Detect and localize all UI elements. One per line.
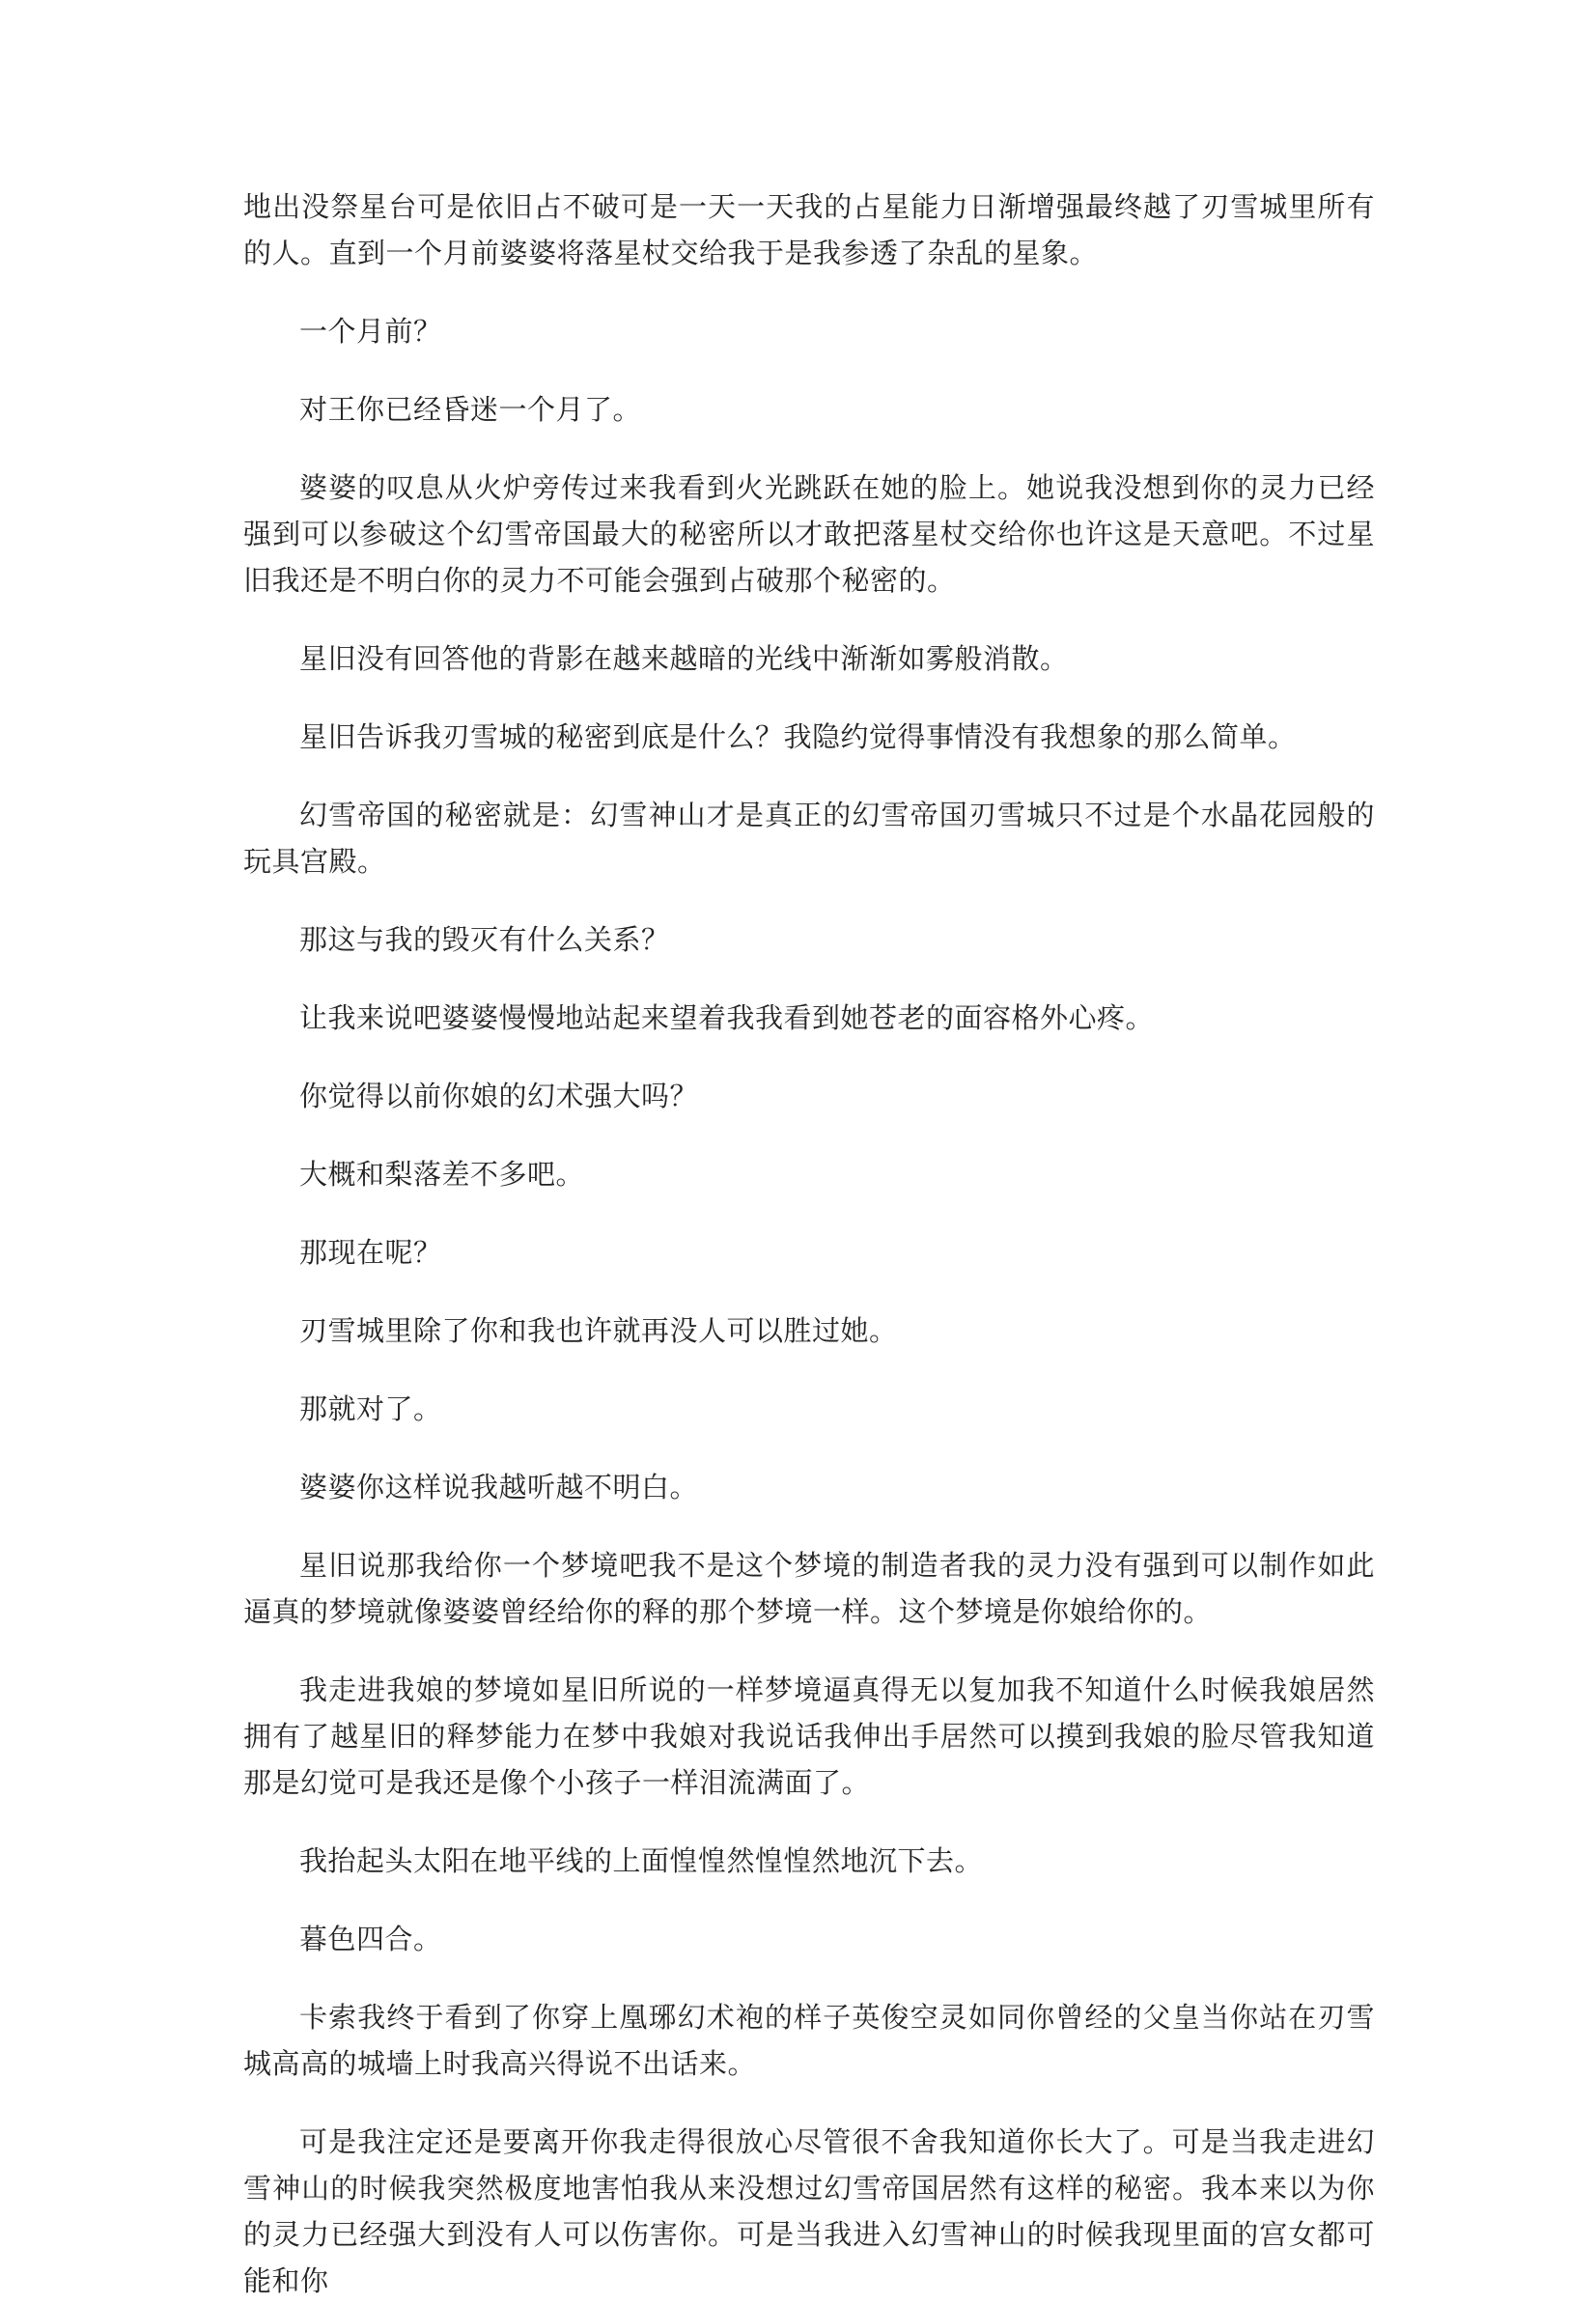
paragraph-6: 星旧告诉我刃雪城的秘密到底是什么？我隐约觉得事情没有我想象的那么简单。 — [299, 720, 1297, 753]
paragraph-5: 星旧没有回答他的背影在越来越暗的光线中渐渐如雾般消散。 — [299, 642, 1069, 675]
paragraph-19: 暮色四合。 — [299, 1923, 442, 1955]
paragraph-3: 对王你已经昏迷一个月了。 — [299, 393, 642, 426]
document-page — [243, 183, 1375, 2304]
paragraph-10: 你觉得以前你娘的幻术强大吗？ — [299, 1080, 699, 1112]
paragraph-17: 我走进我娘的梦境如星旧所说的一样梦境逼真得无以复加我不知道什么时候我娘居然拥有了越星旧的释梦能力在梦中我娘对我说话我伸出手居然可以摸到我娘的脸尽管我知道那是幻觉可是我还是像个小孩子一样泪流满面了。 — [243, 1673, 1375, 1799]
paragraph-21: 可是我注定还是要离开你我走得很放心尽管很不舍我知道你长大了。可是当我走进幻雪神山的时候我突然极度地害怕我从来没想过幻雪帝国居然有这样的秘密。我本来以为你的灵力已经强大到没有人可以伤害你。可是当我进入幻雪神山的时候我现里面的宫女都可能和你 — [243, 2125, 1375, 2297]
paragraph-18: 我抬起头太阳在地平线的上面惶惶然惶惶然地沉下去。 — [299, 1844, 984, 1877]
paragraph-11: 大概和梨落差不多吧。 — [299, 1158, 585, 1191]
paragraph-16: 星旧说那我给你一个梦境吧我不是这个梦境的制造者我的灵力没有强到可以制作如此逼真的梦境就像婆婆曾经给你的释的那个梦境一样。这个梦境是你娘给你的。 — [243, 1549, 1375, 1628]
paragraph-4: 婆婆的叹息从火炉旁传过来我看到火光跳跃在她的脸上。她说我没想到你的灵力已经强到可以参破这个幻雪帝国最大的秘密所以才敢把落星杖交给你也许这是天意吧。不过星旧我还是不明白你的灵力不可能会强到占破那个秘密的。 — [243, 471, 1375, 597]
paragraph-9: 让我来说吧婆婆慢慢地站起来望着我我看到她苍老的面容格外心疼。 — [299, 1001, 1155, 1034]
paragraph-14: 那就对了。 — [299, 1392, 442, 1425]
paragraph-13: 刃雪城里除了你和我也许就再没人可以胜过她。 — [299, 1314, 898, 1347]
paragraph-15: 婆婆你这样说我越听越不明白。 — [299, 1471, 699, 1503]
paragraph-8: 那这与我的毁灭有什么关系？ — [299, 923, 670, 956]
paragraph-20: 卡索我终于看到了你穿上凰琊幻术袍的样子英俊空灵如同你曾经的父皇当你站在刃雪城高高的城墙上时我高兴得说不出话来。 — [243, 2001, 1375, 2080]
paragraph-1: 地出没祭星台可是依旧占不破可是一天一天我的占星能力日渐增强最终越了刃雪城里所有的人。直到一个月前婆婆将落星杖交给我于是我参透了杂乱的星象。 — [243, 190, 1375, 269]
paragraph-7: 幻雪帝国的秘密就是：幻雪神山才是真正的幻雪帝国刃雪城只不过是个水晶花园般的玩具宫殿。 — [243, 799, 1375, 878]
paragraph-2: 一个月前？ — [299, 315, 442, 348]
paragraph-12: 那现在呢？ — [299, 1236, 442, 1269]
